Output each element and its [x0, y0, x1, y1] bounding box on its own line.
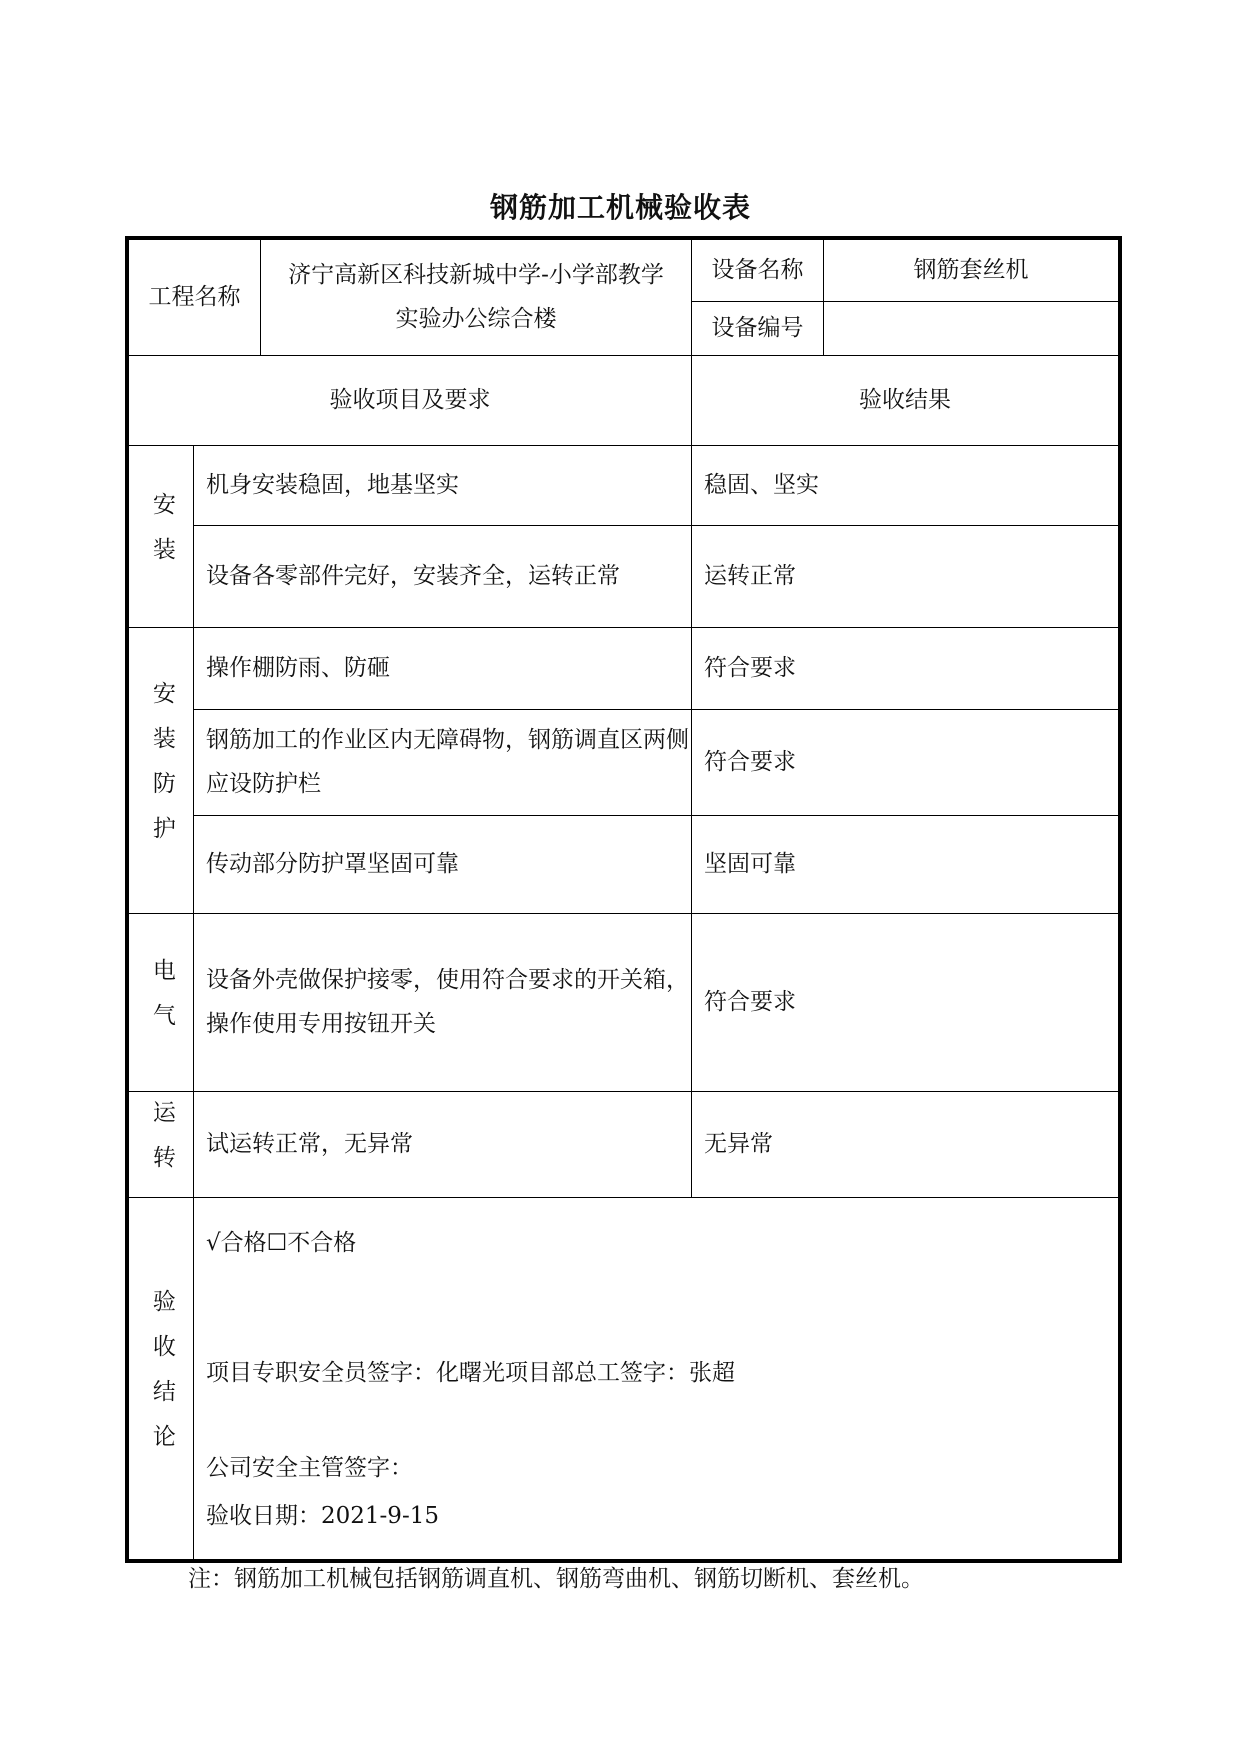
project-value-line1: 济宁高新区科技新城中学-小学部教学	[288, 261, 664, 288]
equipment-no-label: 设备编号	[711, 314, 804, 341]
equipment-name-value: 钢筋套丝机	[913, 256, 1029, 283]
result-cell	[692, 816, 1119, 914]
document-title: 钢筋加工机械验收表	[489, 191, 751, 224]
project-label: 工程名称	[148, 283, 241, 310]
equipment-name-label: 设备名称	[711, 256, 804, 283]
conclusion-label: 验收结论	[148, 1288, 175, 1469]
category-cell	[129, 628, 194, 914]
result-cell	[692, 710, 1119, 816]
company-signature: 公司安全主管签字：	[206, 1455, 413, 1482]
requirement-text: 操作棚防雨、防砸	[206, 654, 390, 681]
acceptance-date	[206, 1495, 1106, 1539]
result-text: 无异常	[704, 1130, 773, 1157]
acceptance-table	[128, 239, 1119, 1560]
category-label: 运转	[148, 1099, 175, 1190]
requirement-cell	[194, 446, 692, 526]
result-text: 稳固、坚实	[704, 471, 819, 498]
date-label: 验收日期：	[206, 1503, 321, 1530]
footnote: 注：钢筋加工机械包括钢筋调直机、钢筋弯曲机、钢筋切断机、套丝机。	[188, 1566, 924, 1592]
equipment-no-value-cell	[824, 302, 1119, 356]
fail-label: 不合格	[287, 1230, 357, 1256]
date-value: 2021-9-15	[321, 1503, 439, 1530]
requirement-cell	[194, 1092, 692, 1198]
project-value-line2: 实验办公综合楼	[395, 305, 557, 332]
result-text: 运转正常	[704, 562, 796, 589]
project-label-cell	[129, 240, 261, 356]
checkbox-icon: ☐	[266, 1230, 288, 1256]
result-cell	[692, 526, 1119, 628]
requirement-text: 传动部分防护罩坚固可靠	[206, 850, 459, 877]
requirements-heading-cell	[129, 356, 692, 446]
category-label: 安装	[148, 491, 175, 582]
requirement-cell	[194, 628, 692, 710]
conclusion-content	[194, 1198, 1119, 1560]
category-label: 安装防护	[148, 680, 175, 861]
result-heading: 验收结果	[859, 386, 951, 413]
result-text: 符合要求	[704, 988, 796, 1015]
result-cell	[692, 446, 1119, 526]
pass-label: 合格	[220, 1230, 267, 1256]
requirement-text: 钢筋加工的作业区内无障碍物，钢筋调直区两侧应设防护栏	[206, 726, 689, 797]
requirement-cell	[194, 710, 692, 816]
equipment-no-label-cell	[692, 302, 824, 356]
result-text: 符合要求	[704, 654, 796, 681]
requirement-cell	[194, 816, 692, 914]
result-text: 符合要求	[704, 748, 796, 775]
requirement-cell	[194, 914, 692, 1092]
category-cell	[129, 914, 194, 1092]
category-label: 电气	[148, 957, 175, 1048]
result-text: 坚固可靠	[704, 850, 796, 877]
category-cell	[129, 446, 194, 628]
requirement-text: 试运转正常，无异常	[206, 1130, 413, 1157]
requirement-text: 设备外壳做保护接零，使用符合要求的开关箱，操作使用专用按钮开关	[206, 966, 689, 1037]
signature-line: 项目专职安全员签字：化曙光项目部总工签字：张超	[206, 1359, 735, 1386]
requirement-cell	[194, 526, 692, 628]
result-heading-cell	[692, 356, 1119, 446]
pass-fail-line	[206, 1222, 1106, 1266]
requirements-heading: 验收项目及要求	[329, 386, 491, 413]
result-cell	[692, 914, 1119, 1092]
equipment-name-value-cell	[824, 240, 1119, 302]
result-cell	[692, 1092, 1119, 1198]
requirement-text: 机身安装稳固，地基坚实	[206, 471, 459, 498]
conclusion-label-cell	[129, 1198, 194, 1560]
equipment-name-label-cell	[692, 240, 824, 302]
check-icon: √	[206, 1230, 221, 1256]
requirement-text: 设备各零部件完好，安装齐全，运转正常	[206, 562, 620, 589]
result-cell	[692, 628, 1119, 710]
category-cell	[129, 1092, 194, 1198]
project-value-cell	[261, 240, 692, 356]
